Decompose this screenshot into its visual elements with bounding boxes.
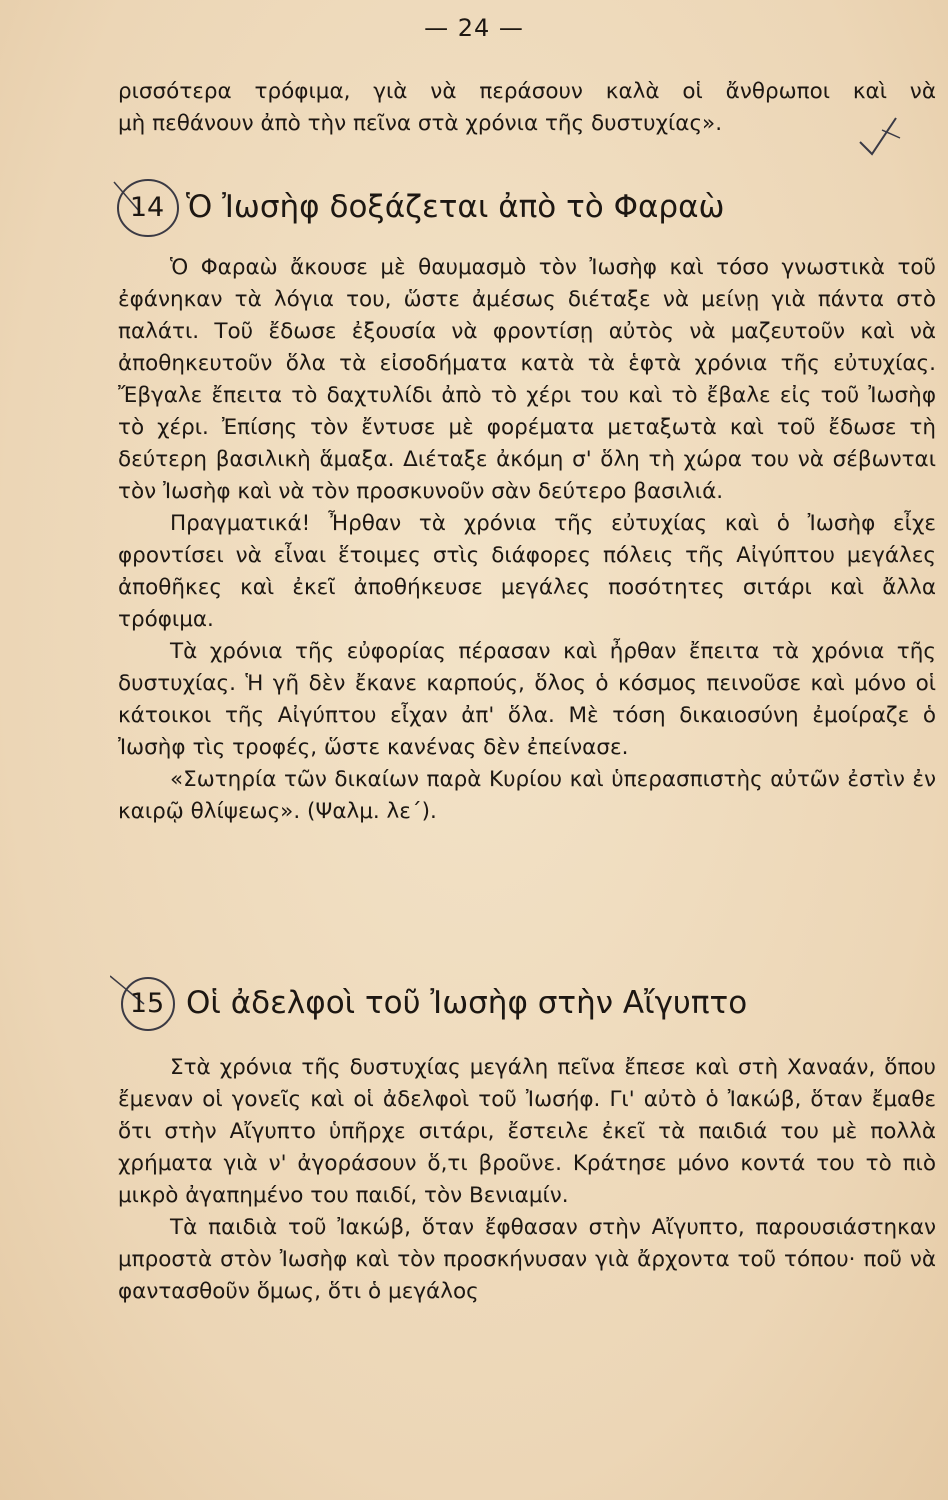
section-15-title: Οἱ ἀδελφοὶ τοῦ Ἰωσὴφ στὴν Αἴγυπτο	[186, 985, 748, 1021]
section-15-number-badge	[118, 974, 176, 1032]
top-line: ρισσότερα τρόφιμα, γιὰ νὰ περάσουν καλὰ οἱ ἄνθρωποι καὶ νὰ	[118, 79, 936, 104]
paragraph: Στὰ χρόνια τῆς δυστυχίας μεγάλη πεῖνα ἔπεσε καὶ στὴ Χαναάν, ὅπου ἔμεναν οἱ γονεῖς καὶ οἱ ἀδελφοὶ τοῦ Ἰωσήφ. Γι' αὐτὸ ὁ Ἰακώβ, ὅταν ἔμαθε ὅτι στὴν Αἴγυπτο ὑπῆρχε σιτάρι, ἔστειλε ἐκεῖ τὰ παιδιά του μὲ πολλὰ χρήματα γιὰ ν' ἀγοράσουν ὅ,τι βροῦνε. Κράτησε μόνο κοντά του τὸ πιὸ μικρὸ ἀγαπημένο του παιδί, τὸν Βενιαμίν.	[118, 1055, 936, 1208]
section-14-title: Ὁ Ἰωσὴφ δοξάζεται ἀπὸ τὸ Φαραὼ	[186, 189, 725, 225]
paragraph: Τὰ παιδιὰ τοῦ Ἰακώβ, ὅταν ἔφθασαν στὴν Αἴγυπτο, παρουσιάστηκαν μπροστὰ στὸν Ἰωσὴφ καὶ τὸν προσκήνυσαν γιὰ ἄρχοντα τοῦ τόπου· ποῦ νὰ φαντασθοῦν ὅμως, ὅτι ὁ μεγάλος	[118, 1215, 936, 1304]
section-15-heading	[118, 968, 918, 1038]
page-number: — 24 —	[424, 14, 524, 42]
section-14-number: 14	[129, 191, 165, 223]
paragraph: Τὰ χρόνια τῆς εὐφορίας πέρασαν καὶ ἦρθαν ἔπειτα τὰ χρόνια τῆς δυστυχίας. Ἡ γῆ δὲν ἔκανε καρπούς, ὅλος ὁ κόσμος πεινοῦσε καὶ μόνο οἱ κάτοικοι τῆς Αἰγύπτου εἶχαν ἀπ' ὅλα. Μὲ τόση δικαιοσύνη ἐμοίραζε ὁ Ἰωσὴφ τὶς τροφές, ὥστε κανένας δὲν ἐπείνασε.	[118, 639, 936, 760]
top-paragraph	[118, 76, 936, 140]
paragraph: Ὁ Φαραὼ ἄκουσε μὲ θαυμασμὸ τὸν Ἰωσὴφ καὶ τόσο γνωστικὰ τοῦ ἐφάνηκαν τὰ λόγια του, ὥστε ἀμέσως διέταξε νὰ μείνῃ γιὰ πάντα στὸ παλάτι. Τοῦ ἔδωσε ἐξουσία νὰ φροντίσῃ αὐτὸς νὰ μαζευτοῦν καὶ νὰ ἀποθηκευτοῦν ὅλα τὰ εἰσοδήματα κατὰ τὰ ἑφτὰ χρόνια τῆς εὐτυχίας. Ἔβγαλε ἔπειτα τὸ δαχτυλίδι ἀπὸ τὸ χέρι του καὶ τὸ ἔβαλε εἰς τοῦ Ἰωσὴφ τὸ χέρι. Ἐπίσης τὸν ἔντυσε μὲ φορέματα μεταξωτὰ καὶ τοῦ ἔδωσε τὴ δεύτερη βασιλικὴ ἅμαξα. Διέταξε ἀκόμη σ' ὅλη τὴ χώρα του νὰ σέβωνται τὸν Ἰωσὴφ καὶ νὰ τὸν προσκυνοῦν σὰν δεύτερο βασιλιά.	[118, 255, 936, 504]
section-14-number-badge	[118, 178, 176, 236]
section-14-body	[118, 252, 936, 828]
paragraph: Πραγματικά! Ἦρθαν τὰ χρόνια τῆς εὐτυχίας καὶ ὁ Ἰωσὴφ εἶχε φροντίσει νὰ εἶναι ἕτοιμες στὶς διάφορες πόλεις τῆς Αἰγύπτου μεγάλες ἀποθῆκες καὶ ἐκεῖ ἀποθήκευσε μεγάλες ποσότητες σιτάρι καὶ ἄλλα τρόφιμα.	[118, 511, 936, 632]
section-14-heading	[118, 172, 918, 242]
section-15-body	[118, 1052, 936, 1308]
psalm-quote: «Σωτηρία τῶν δικαίων παρὰ Κυρίου καὶ ὑπερασπιστὴς αὐτῶν ἐστὶν ἐν καιρῷ θλίψεως». (Ψαλμ. λε΄).	[118, 767, 936, 824]
handwritten-check-mark	[852, 112, 912, 162]
top-line: μὴ πεθάνουν ἀπὸ τὴν πεῖνα στὰ χρόνια τῆς δυστυχίας».	[118, 111, 723, 136]
section-15-number: 15	[129, 987, 165, 1019]
